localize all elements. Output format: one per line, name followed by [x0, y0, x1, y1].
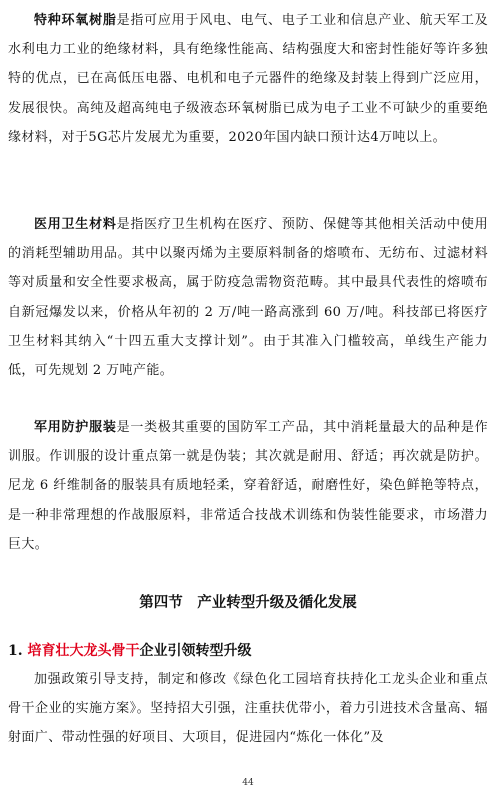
- paragraph-body: 是指可应用于风电、电气、电子工业和信息产业、航天军工及水利电力工业的绝缘材料，具有绝缘性能高、结构强度大和密封性能好等许多独特的优点，已在高低压电器、电机和电子元器件的绝缘及封装上得到广泛应用，发展很快。高纯及超高纯电子级液态环氧树脂已成为电子工业不可缺少的重要绝缘材料，对于5G芯片发展尤为重要，2020年国内缺口预计达4万吨以上。: [8, 13, 488, 145]
- section-title: 第四节 产业转型升级及循化发展: [139, 594, 357, 611]
- subheading-number: 1.: [8, 643, 23, 659]
- subheading-rest: 企业引领转型升级: [139, 643, 252, 659]
- paragraph-medical-materials: [8, 210, 488, 385]
- term-medical-materials: 医用卫生材料: [34, 217, 117, 232]
- paragraph-policy: 加强政策引导支持，制定和修改《绿色化工园培育扶持化工龙头企业和重点骨干企业的实施方案》。坚持招大引强，注重扶优带小，着力引进技术含量高、辐射面广、带动性强的好项目、大项目，促进园内“炼化一体化”及: [8, 672, 488, 746]
- term-epoxy-resin: 特种环氧树脂: [34, 13, 117, 28]
- term-military-clothing: 军用防护服装: [34, 420, 117, 435]
- paragraph-body: 是指医疗卫生机构在医疗、预防、保健等其他相关活动中使用的消耗型辅助用品。其中以聚丙烯为主要原料制备的熔喷布、无纺布、过滤材料等对质量和安全性要求极高，属于防疫急需物资范畴。其中最具代表性的熔喷布自新冠爆发以来，价格从年初的 2 万/吨一路高涨到 60 万/吨。科技部已将医疗卫生材料其纳入“十四五重大支撑计划”。由于其准入门槛较高，单线生产能力低，可先规划 2 万吨产能。: [8, 217, 488, 379]
- paragraph-epoxy-resin: [8, 6, 488, 152]
- paragraph-military-clothing: [8, 413, 488, 559]
- subheading: [8, 640, 488, 660]
- subheading-highlight: 培育壮大龙头骨干: [27, 643, 140, 659]
- page-number: 44: [242, 778, 254, 788]
- paragraph-body: 是一类极其重要的国防军工产品，其中消耗量最大的品种是作训服。作训服的设计重点第一就是伪装；其次就是耐用、舒适；再次就是防护。尼龙 6 纤维制备的服装具有质地轻柔，穿着舒适，耐磨性好，染色鲜艳等特点，是一种非常理想的作战服原料，非常适合技战术训练和伪装性能要求，市场潜力巨大。: [8, 420, 488, 552]
